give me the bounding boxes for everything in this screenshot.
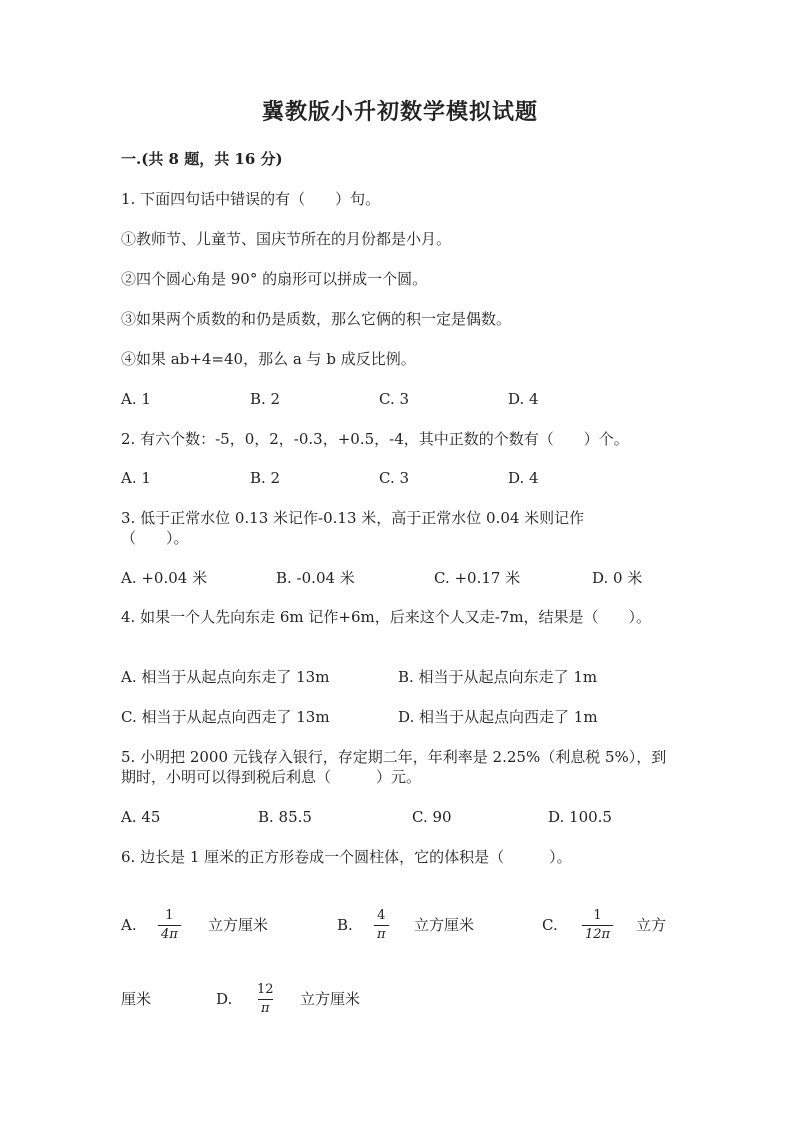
q3-option-a: A. +0.04 米 <box>121 569 208 587</box>
q3-option-d: D. 0 米 <box>592 569 643 587</box>
q6-option-b-letter: B. <box>337 916 353 934</box>
question-3-stem: 3. 低于正常水位 0.13 米记作-0.13 米，高于正常水位 0.04 米则记作 <box>121 509 585 527</box>
q6-option-c-fraction <box>582 908 613 943</box>
q2-option-c: C. 3 <box>379 469 410 487</box>
q1-statement: ②四个圆心角是 90° 的扇形可以拼成一个圆。 <box>121 270 428 288</box>
q6-option-b-fraction <box>374 908 389 943</box>
page-title: 冀教版小升初数学模拟试题 <box>261 99 538 125</box>
section-heading: 一.(共 8 题，共 16 分) <box>121 150 283 168</box>
q5-option-c: C. 90 <box>412 808 452 826</box>
q6-option-d-unit: 立方厘米 <box>300 990 361 1008</box>
q2-option-d: D. 4 <box>508 469 539 487</box>
q1-option-a: A. 1 <box>121 390 151 408</box>
q5-option-a: A. 45 <box>121 808 161 826</box>
fraction-denominator: 4π <box>158 925 181 943</box>
fraction-numerator: 1 <box>165 908 174 923</box>
q5-option-d: D. 100.5 <box>548 808 612 826</box>
q3-option-b: B. -0.04 米 <box>276 569 355 587</box>
q1-option-c: C. 3 <box>379 390 410 408</box>
q6-option-d-fraction <box>254 982 277 1017</box>
question-2-stem: 2. 有六个数：-5，0，2，-0.3，+0.5，-4，其中正数的个数有（ ）个。 <box>121 430 629 448</box>
q1-statement: ①教师节、儿童节、国庆节所在的月份都是小月。 <box>121 230 452 248</box>
q1-statement: ④如果 ab+4=40，那么 a 与 b 成反比例。 <box>121 350 416 368</box>
q1-option-b: B. 2 <box>250 390 281 408</box>
q6-option-d-letter: D. <box>216 990 233 1008</box>
q4-option-a: A. 相当于从起点向东走了 13m <box>121 668 330 686</box>
q4-option-c: C. 相当于从起点向西走了 13m <box>121 708 330 726</box>
fraction-denominator: π <box>374 925 389 943</box>
q6-option-b-unit: 立方厘米 <box>414 916 475 934</box>
q6-option-a-fraction <box>158 908 181 943</box>
q1-option-d: D. 4 <box>508 390 539 408</box>
q1-statement: ③如果两个质数的和仍是质数，那么它俩的积一定是偶数。 <box>121 310 512 328</box>
fraction-numerator: 12 <box>257 982 274 997</box>
q6-option-a-letter: A. <box>121 916 137 934</box>
fraction-numerator: 1 <box>593 908 602 923</box>
q4-option-b: B. 相当于从起点向东走了 1m <box>398 668 598 686</box>
q6-option-c-letter: C. <box>542 916 558 934</box>
question-1-stem: 1. 下面四句话中错误的有（ ）句。 <box>121 190 381 208</box>
q3-option-c: C. +0.17 米 <box>434 569 521 587</box>
question-6-stem: 6. 边长是 1 厘米的正方形卷成一个圆柱体，它的体积是（ ）。 <box>121 848 572 866</box>
q6-option-c-unit: 立方 <box>636 916 667 934</box>
q6-option-a-unit: 立方厘米 <box>208 916 269 934</box>
fraction-denominator: π <box>258 999 273 1017</box>
question-4-stem: 4. 如果一个人先向东走 6m 记作+6m，后来这个人又走-7m，结果是（ ）。 <box>121 608 652 626</box>
fraction-numerator: 4 <box>377 908 386 923</box>
q2-option-b: B. 2 <box>250 469 281 487</box>
q4-option-d: D. 相当于从起点向西走了 1m <box>398 708 598 726</box>
fraction-denominator: 12π <box>582 925 613 943</box>
q5-option-b: B. 85.5 <box>258 808 312 826</box>
q6-option-c-unit-wrap: 厘米 <box>121 990 152 1008</box>
q2-option-a: A. 1 <box>121 469 151 487</box>
question-5-stem-cont: 期时，小明可以得到税后利息（ ）元。 <box>121 768 422 786</box>
question-5-stem: 5. 小明把 2000 元钱存入银行，存定期二年，年利率是 2.25%（利息税 5%），到 <box>121 748 667 766</box>
question-3-stem-cont: （ ）。 <box>121 529 189 547</box>
